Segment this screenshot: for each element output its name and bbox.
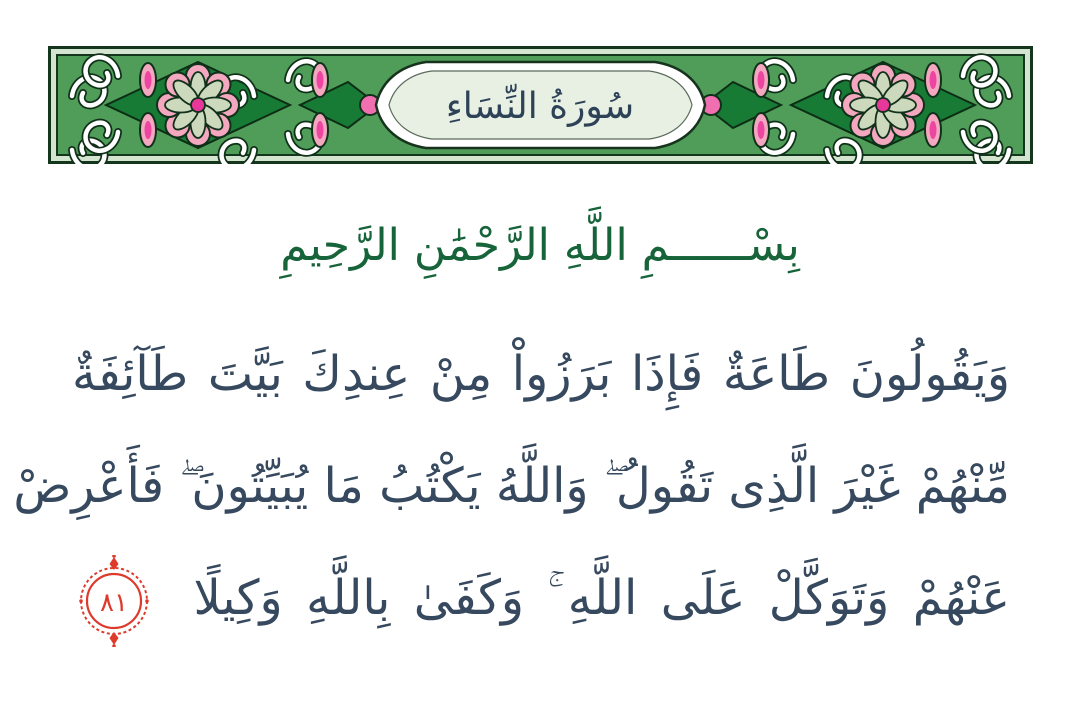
verse-text-block xyxy=(13,318,1010,654)
verse-line-1 xyxy=(72,318,1010,430)
ayah-number-medallion xyxy=(72,555,156,647)
basmala: بِسْــــــمِ اللَّهِ الرَّحْمَٰنِ الرَّحِيمِ xyxy=(280,220,800,271)
medallion-bottom-ornament-icon xyxy=(110,632,119,645)
verse-line-3 xyxy=(72,542,1010,654)
ayah-number: ٨١ xyxy=(100,588,128,618)
verse-line-2-text: مِّنْهُمْ غَيْرَ الَّذِى تَقُولُ ۖ وَاللَّهُ يَكْتُبُ مَا يُبَيِّتُونَ ۖ فَأَعْرِضْ xyxy=(13,458,1010,514)
verse-line-1-text: وَيَقُولُونَ طَاعَةٌ فَإِذَا بَرَزُواْ مِنْ عِندِكَ بَيَّتَ طَآئِفَةٌ xyxy=(72,346,1010,402)
surah-title: سُورَةُ النِّسَاءِ xyxy=(445,86,635,127)
surah-header-banner xyxy=(48,46,1033,164)
verse-line-2 xyxy=(13,430,1010,542)
verse-line-3-text: عَنْهُمْ وَتَوَكَّلْ عَلَى اللَّهِ ۚ وَكَفَىٰ بِاللَّهِ وَكِيلًا xyxy=(193,570,1010,626)
